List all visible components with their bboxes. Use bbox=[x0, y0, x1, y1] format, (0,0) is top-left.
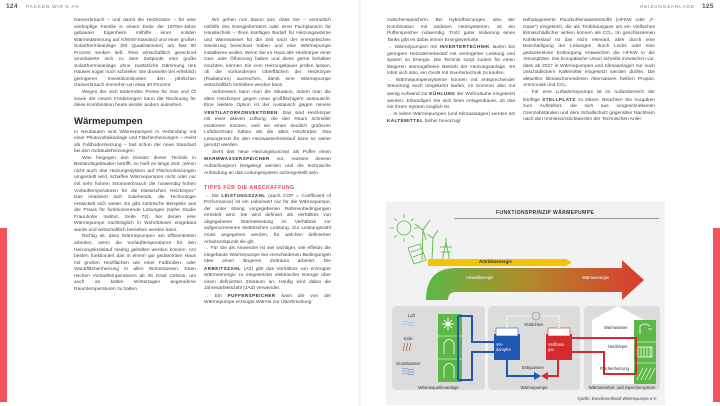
label-earth: Erde bbox=[404, 336, 413, 341]
keyword: ARBEITSZAHL bbox=[204, 265, 242, 271]
text-run: Verbessern kann man die Situation, indem man die alten Heizkörper gegen neue großflächigere austauscht. Eine weitere Option ist der Austausch gegen neuere bbox=[204, 90, 331, 109]
keyword: INVERTERTECHNIK bbox=[439, 44, 490, 50]
arrow-icon: → bbox=[523, 90, 528, 96]
tip-item bbox=[204, 246, 331, 293]
text-column-3 bbox=[387, 18, 515, 126]
keyword: LEISTUNGSZAHL bbox=[221, 192, 266, 198]
figure-source: Quelle: Bundesverband Wärmepumpe e.V. bbox=[577, 396, 657, 401]
paragraph: Richtig ist, dass Wärmepumpen am effizientesten arbeiten, wenn die Vorlauftemperaturen für den Heizungskreislauf niedrig gehalten werden können. Am besten funktioniert das in einem gut gedämmten Haus mit großen Heizflächen wie einer Fußboden- oder Wandflächenheizung in allen Wohnräumen. Dann reichen Vorlauftemperaturen ab 35 Grad Celsius, um auch an kalten Wintertagen angenehme Raumtemperaturen zu halten. bbox=[74, 234, 196, 292]
sun-icon bbox=[390, 214, 418, 242]
label-drive-energy: Antriebsenergie bbox=[479, 259, 512, 264]
paragraph: Was hingegen den Einsatz dieser Technik in Bestandsgebäuden betrifft, so hieß es lange Zeit: „Wenn nicht auch das Heizungssystem auf Flächenheizungen umgestellt wird, schaffen Wärmepumpen nicht oder nur mit sehr hohem Stromverbrauch die notwendig hohen Vorlauftemperaturen für die klassischen Heizkörper.“ Das relativiert sich zusehends, die Technologie entwickelt sich weiter. Es gibt zahlreiche Beispiele aus der Praxis für funktionierende Lösungen (siehe Studie Fraunhofer Institut, Seite 72), bei denen eine Wärmepumpe nachträglich in Wohnhäuser eingebaut wurde und wirtschaftlich betrieben werden kann. bbox=[74, 155, 196, 233]
chapter-tab-left bbox=[0, 228, 7, 402]
keyword: WARMWASSERSPEICHER bbox=[204, 156, 270, 162]
text-run: In vielen Wärmepumpen (und Klimaanlagen) werden als bbox=[391, 111, 515, 117]
tips-heading: TIPPS FÜR DIE ANSCHAFFUNG bbox=[204, 185, 295, 192]
text-run: bisher bevorzugt bbox=[423, 119, 461, 125]
keyword: VENTILATORKONVEKTOREN bbox=[204, 109, 278, 115]
keyword: PUFFERSPEICHER bbox=[227, 292, 276, 298]
arrow-icon: → bbox=[387, 45, 392, 51]
paragraph bbox=[204, 150, 331, 177]
caption-heat-pump: Wärmepumpe bbox=[520, 385, 548, 390]
label-heat-energy: Wärmeenergie bbox=[582, 275, 609, 280]
text-column-1 bbox=[74, 18, 196, 293]
text-run: (auch COP = Coefficient of Performance) ist ein Laborwert nur für die Wärmepumpe, der unter streng vorgegebenen Rahmenbedingungen ermittelt wird. Sie wird definiert als Verhältnis von abgegebener Wärmeleistung im Verhältnis zur aufgenommenen elektrischen Leistung. Zur Leistungszahl muss angegeben werden, für welchen definierten Arbeitszeitpunkt sie gilt. bbox=[204, 193, 331, 245]
page-number-right: 125 bbox=[702, 3, 714, 10]
keyword: KÜHLUNG bbox=[429, 91, 456, 97]
text-run: vor, müssen dessen Aufstellungsort festgelegt werden und die technische Anbindung an das Leitungssystem sichergestellt sein. bbox=[204, 157, 331, 176]
text-run: der Wohnräume eingesetzt werden. Erkundigen Sie sich beim Anlagenbauer, ob das mit Ihrem System möglich ist. bbox=[387, 92, 515, 111]
text-run: kann die von der Wärmepumpe erzeugte Wärme zur Überbrückung bbox=[204, 293, 331, 306]
text-run: Für Sie als Anwender ist viel wichtiger, wie effektiv die eingebaute Wärmepumpe bei verschiedenen Bedingungen über einen längeren Zeitraum arbeitet: Die bbox=[204, 246, 331, 265]
paragraph: zwischenspeichern. Bei Hybridheizungen, also der Kombination mit anderen Heizsystemen, ist ein Pufferspeicher notwendig. Trotz guter Isolierung eines Tanks gibt es dabei immer Energieverluste. bbox=[387, 18, 515, 43]
keyword: KÄLTEMITTEL bbox=[387, 118, 424, 124]
tip-item bbox=[204, 293, 331, 307]
text-column-4 bbox=[523, 18, 655, 124]
section-heading: Wärmepumpen bbox=[74, 115, 143, 127]
arrow-icon: → bbox=[387, 77, 392, 83]
text-run: zu klären. Beachten Sie Vorgaben zum Aufstellort, die sich aus vorgeschriebenen Grenzabständen und dem Schallschutz gegenüber Nachbarn nach den Immissionsrichtwerten der Technischen Anlei- bbox=[523, 97, 656, 123]
paragraph: Wegen der sich ändernden Preise für Gas und Öl sowie der neuen Förderungen kann die Rechnung für diese Kombination heute wieder anders aussehen. bbox=[74, 90, 196, 109]
text-run: laufen bei geringem Heizwärmebedarf mit verringerter Leistung und sparen so Energie. Die Technik sorgt zudem für einen längeren störungsfreien Betrieb der Heizungsanlage. Es lohnt sich also, ein Gerät mit Invertertechnik zu kaufen. bbox=[387, 45, 515, 77]
running-head-left: PACKEN WIR'S AN bbox=[26, 4, 80, 9]
running-head-right: HEIZUNGSANLAGE bbox=[640, 4, 695, 9]
arrow-icon: → bbox=[204, 293, 209, 299]
tip-item bbox=[387, 112, 515, 126]
keyword: STELLPLATZ bbox=[542, 96, 576, 102]
heat-pump-diagram bbox=[386, 202, 665, 405]
text-run: Für eine Luftwärmepumpe ist im Außenbereich der künftige bbox=[523, 90, 655, 103]
arrow-icon: → bbox=[204, 193, 209, 199]
text-run: . Das sind Heizkörper mit einer aktiven Lüftung, die den Raum schneller erwärmen können, weil sie einen deutlich größeren Luftdurchsatz haben als die alten Heizkörper. Das Leitungsnetz für den Heizwasserkreislauf kann so weiter genutzt werden. bbox=[204, 110, 331, 149]
tip-item bbox=[387, 78, 515, 112]
solar-panel-icon bbox=[408, 244, 426, 264]
paragraph: Wir gehen nun davon aus, dass Sie – vermutlich mithilfe des Energieberaters oder einer Fachplanerin für Haustechnik – Ihren künftigen Bedarf für Heizungswärme und Warmwasser für die Zeit nach der energetischen Sanierung berechnet haben und eine Wärmepumpe installieren wollen. Wenn Sie im Haus alte Heizkörper einer Gas- oder Ölheizung haben und diese gerne behalten möchten, können Sie vom Heizungsbauer prüfen lassen, ob die vorhandenen Oberflächen der Heizkörper (Radiatoren) ausreichen, damit eine Wärmepumpe wirtschaftlich betrieben werden kann. bbox=[204, 18, 331, 89]
distribution-column bbox=[634, 320, 656, 384]
page-gutter bbox=[359, 0, 361, 406]
caption-distribution: Wärmeverteil- und Speichersystem bbox=[588, 385, 656, 390]
text-run: Ein bbox=[208, 293, 228, 299]
label-environment-energy: Umweltenergie bbox=[466, 275, 494, 280]
label-compress: Verdichten bbox=[524, 322, 544, 327]
chapter-tab-right bbox=[713, 228, 720, 402]
page-number-left: 124 bbox=[6, 3, 18, 10]
label-condenser: Verflüssi- ger bbox=[548, 342, 565, 352]
paragraph: teilhalogenierte Fluorkohlenwasserstoffe (HFKW oder „F-Gase“) eingesetzt, die als Treibhausgase um ein Vielfaches klimaschädlicher wirken können als CO₂. Im geschlossenen Kühlkreislauf ist das nicht relevant, aber durch eine Beschädigung der Leitungen, durch Lecks oder eine gedankenlose Entsorgung entweichen die HFKW in die Atmosphäre. Die Europäische Union schreibt inzwischen vor, dass ab 2027 in Wärmepumpen und Klimaanlagen nur noch unschädlichere Kältemittel eingesetzt werden dürfen. Die aktuellen klimaschonenderen Alternativen heißen Propan, Ammoniak und CO₂. bbox=[523, 18, 655, 89]
paragraph bbox=[204, 90, 331, 150]
text-run: Sieht das neue Heizungskonzept als Puffer einen bbox=[212, 149, 331, 155]
caption-heat-source: Wärmequellenanlage bbox=[418, 385, 459, 390]
paragraph: Gasverbrauch – und damit die Heizkosten – für eine vierköpfige Familie in einem Ende der 1970er-Jahre gebauten Eigenheim mithilfe einer soliden Wärmedämmung auf KfW40-Standard und einer großen Solarthermieanlage (50 Quadratmeter) um fast 90 Prozent senken ließ. Rein wirtschaftlich gerechnet amortisierte sich zu dem Zeitpunkt eine große Solarthermieanlage ohne zusätzliche Dämmung des Hauses sogar noch schneller. Sie drosselte bei erheblich geringeren Investitionskosten den jährlichen Gasverbrauch immerhin um etwa 40 Prozent. bbox=[74, 18, 196, 89]
label-air: Luft bbox=[408, 313, 415, 318]
text-run: (AZ) gibt das Verhältnis von erzeugter Wärmeenergie zu eingesetzter elektrischer Energie über einen definierten Zeitraum an. Häufig wird dabei die Jahresarbeitszahl (JAZ) verwendet. bbox=[204, 266, 331, 292]
wind-turbine-icon bbox=[415, 220, 438, 260]
label-evaporator: Ver- dampfer bbox=[496, 342, 512, 352]
text-run: Wärmepumpensysteme können mit entsprechender Steuerung auch umgekehrt laufen, im Sommer also mit wenig Aufwand zur bbox=[387, 77, 515, 98]
figure-title: FUNKTIONSPRINZIP WÄRMEPUMPE bbox=[496, 210, 595, 216]
diagram-graphics bbox=[386, 202, 665, 405]
tip-item bbox=[204, 193, 331, 246]
text-column-2 bbox=[204, 18, 331, 307]
arrow-icon: → bbox=[387, 111, 392, 117]
label-hot-water: Warmwasser bbox=[604, 325, 628, 330]
label-groundwater: Grundwasser bbox=[396, 361, 421, 366]
label-radiator: Heizkörper bbox=[608, 344, 628, 349]
label-expand: Entspannen bbox=[522, 365, 544, 370]
text-run: Die bbox=[208, 193, 222, 199]
arrow-icon: → bbox=[204, 246, 209, 252]
tip-item bbox=[387, 44, 515, 78]
text-run: Wärmepumpen mit bbox=[391, 45, 440, 51]
power-pylon-icon bbox=[440, 238, 452, 262]
label-floor-heating: Flächenheizung bbox=[600, 366, 629, 371]
tip-item bbox=[523, 90, 655, 124]
paragraph: In Neubauten sind Wärmepumpen in Verbindung mit einer Photovoltaikanlage und Flächenheizungen – meist als Fußbodenheizung – fast schon der neue Standard bei den Gebäudeheizungen. bbox=[74, 129, 196, 155]
